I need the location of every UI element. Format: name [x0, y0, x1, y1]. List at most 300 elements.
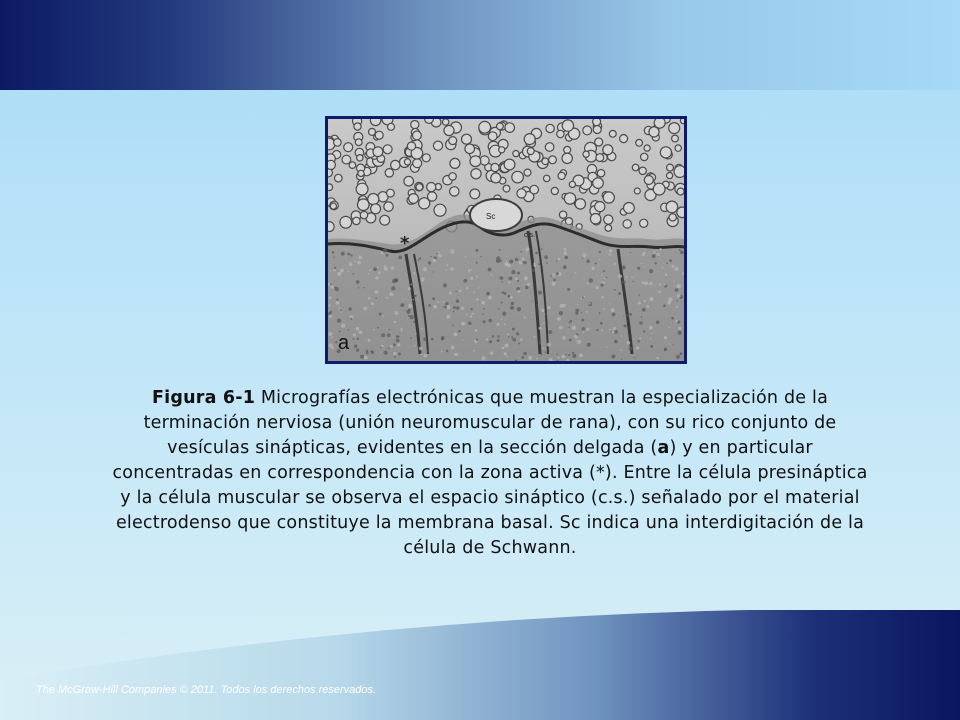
texture-grain: [476, 339, 478, 341]
texture-grain: [337, 272, 341, 276]
texture-grain: [600, 283, 603, 286]
texture-grain: [539, 327, 542, 330]
synaptic-vesicle: [593, 178, 604, 189]
texture-grain: [538, 291, 542, 295]
texture-grain: [420, 353, 422, 355]
texture-grain: [436, 253, 438, 255]
texture-grain: [632, 281, 634, 283]
texture-grain: [652, 254, 656, 258]
texture-grain: [556, 272, 559, 275]
texture-grain: [641, 316, 643, 318]
synaptic-vesicle: [559, 211, 566, 218]
synaptic-vesicle: [340, 216, 352, 228]
texture-grain: [393, 336, 394, 337]
texture-grain: [458, 330, 461, 333]
synaptic-vesicle: [660, 147, 671, 158]
texture-grain: [541, 248, 543, 250]
texture-grain: [488, 296, 492, 300]
texture-grain: [391, 249, 392, 250]
texture-grain: [649, 282, 652, 285]
texture-grain: [330, 311, 332, 313]
texture-grain: [428, 261, 431, 264]
texture-grain: [377, 327, 379, 329]
texture-grain: [433, 259, 437, 263]
texture-grain: [677, 300, 678, 301]
texture-grain: [586, 282, 588, 284]
texture-grain: [676, 306, 678, 308]
texture-grain: [674, 267, 678, 271]
synaptic-vesicle: [371, 204, 381, 214]
texture-grain: [401, 329, 403, 331]
texture-grain: [409, 315, 413, 319]
texture-grain: [517, 280, 519, 282]
texture-grain: [375, 290, 379, 294]
texture-grain: [336, 299, 338, 301]
texture-grain: [353, 338, 355, 340]
texture-grain: [331, 336, 333, 338]
synaptic-vesicle: [328, 222, 334, 232]
synaptic-vesicle: [527, 148, 534, 155]
caption-text-after: ) y en particular concentradas en correspondencia con la zona activa (*). Entre la célula presináptica y la célula muscular se observa el espacio sináptico (c.s.) señalado por el material electrodenso que constituye la membrana basal. Sc indica una interdigitación de la célula de Schwann.: [112, 438, 868, 558]
texture-grain: [643, 330, 645, 332]
texture-grain: [395, 311, 399, 315]
texture-grain: [478, 287, 480, 289]
synaptic-vesicle: [497, 123, 504, 130]
texture-grain: [659, 283, 661, 285]
texture-grain: [668, 327, 670, 329]
synaptic-vesicle: [444, 125, 454, 135]
texture-grain: [398, 256, 402, 260]
texture-grain: [614, 263, 616, 265]
texture-grain: [390, 345, 393, 348]
texture-grain: [538, 263, 540, 265]
figure-caption: [105, 386, 875, 561]
texture-grain: [518, 357, 519, 358]
texture-grain: [641, 263, 643, 265]
texture-grain: [476, 298, 478, 300]
synaptic-vesicle: [470, 156, 481, 167]
synaptic-vesicle: [409, 194, 419, 204]
texture-grain: [348, 329, 350, 331]
texture-grain: [415, 295, 417, 297]
texture-grain: [624, 324, 627, 327]
texture-grain: [609, 329, 611, 331]
texture-grain: [463, 279, 467, 283]
texture-grain: [629, 326, 631, 328]
texture-grain: [341, 252, 345, 256]
texture-grain: [353, 333, 356, 336]
texture-grain: [498, 308, 500, 310]
texture-grain: [348, 307, 351, 310]
texture-grain: [410, 337, 412, 339]
synaptic-vesicle: [413, 159, 422, 168]
synaptic-vesicle: [470, 189, 480, 199]
synaptic-vesicle: [357, 155, 363, 161]
texture-grain: [356, 349, 359, 352]
texture-grain: [481, 356, 485, 360]
synaptic-vesicle: [385, 169, 393, 177]
texture-grain: [589, 303, 591, 305]
synaptic-vesicle: [583, 151, 589, 157]
texture-grain: [562, 336, 566, 340]
texture-grain: [527, 283, 530, 286]
texture-grain: [611, 308, 615, 312]
synaptic-vesicle: [411, 121, 419, 129]
texture-grain: [397, 343, 400, 346]
texture-grain: [381, 345, 384, 348]
texture-grain: [446, 350, 448, 352]
synaptic-vesicle: [569, 181, 575, 187]
texture-grain: [507, 264, 511, 268]
texture-grain: [612, 313, 616, 317]
texture-grain: [586, 328, 589, 331]
texture-grain: [508, 276, 512, 280]
texture-grain: [678, 327, 681, 330]
texture-grain: [629, 347, 633, 351]
texture-grain: [443, 301, 445, 303]
texture-grain: [547, 306, 551, 310]
synaptic-vesicle: [465, 144, 475, 154]
texture-grain: [345, 249, 347, 251]
texture-grain: [461, 307, 464, 310]
texture-grain: [630, 252, 631, 253]
texture-grain: [677, 284, 681, 288]
texture-grain: [341, 323, 345, 327]
texture-grain: [601, 274, 603, 276]
synaptic-vesicle: [422, 154, 430, 162]
texture-grain: [644, 281, 648, 285]
texture-grain: [358, 287, 360, 289]
synaptic-vesicle: [530, 185, 539, 194]
synaptic-vesicle: [354, 123, 361, 130]
synaptic-vesicle: [545, 143, 554, 152]
texture-grain: [679, 249, 681, 251]
texture-grain: [586, 311, 588, 313]
synaptic-vesicle: [491, 163, 499, 171]
texture-grain: [520, 338, 523, 341]
texture-grain: [604, 308, 606, 310]
texture-grain: [480, 256, 482, 258]
texture-grain: [497, 339, 500, 342]
texture-grain: [427, 350, 429, 352]
texture-grain: [504, 352, 507, 355]
synaptic-vesicle: [387, 189, 395, 197]
texture-grain: [541, 309, 544, 312]
texture-grain: [389, 292, 393, 296]
texture-grain: [468, 322, 472, 326]
texture-grain: [664, 284, 666, 286]
texture-grain: [400, 303, 404, 307]
synaptic-vesicle: [391, 160, 400, 169]
texture-grain: [330, 285, 333, 288]
synaptic-vesicle: [449, 137, 457, 145]
texture-grain: [568, 354, 570, 356]
texture-grain: [443, 283, 447, 287]
synaptic-vesicle: [593, 119, 601, 126]
synaptic-vesicle: [358, 199, 370, 211]
texture-grain: [507, 355, 509, 357]
synaptic-vesicle: [425, 119, 434, 123]
texture-grain: [582, 253, 586, 257]
texture-grain: [657, 253, 660, 256]
texture-grain: [644, 266, 645, 267]
texture-grain: [620, 349, 622, 351]
texture-grain: [419, 347, 423, 351]
texture-grain: [510, 306, 514, 310]
texture-grain: [373, 267, 377, 271]
synaptic-vesicle: [609, 130, 616, 137]
synaptic-vesicle: [597, 170, 604, 177]
texture-grain: [524, 276, 528, 280]
texture-grain: [506, 260, 507, 261]
texture-grain: [581, 319, 584, 322]
texture-grain: [558, 258, 561, 261]
texture-grain: [629, 313, 632, 316]
texture-grain: [428, 304, 431, 307]
synaptic-vesicle: [677, 188, 684, 195]
texture-grain: [470, 277, 473, 280]
texture-grain: [358, 256, 362, 260]
texture-grain: [662, 267, 664, 269]
texture-grain: [637, 267, 640, 270]
texture-grain: [570, 320, 573, 323]
texture-grain: [364, 356, 368, 360]
texture-grain: [470, 315, 473, 318]
texture-grain: [433, 271, 434, 272]
texture-grain: [475, 329, 478, 332]
texture-grain: [501, 302, 503, 304]
texture-grain: [598, 281, 599, 282]
synaptic-vesicle: [544, 175, 550, 181]
texture-grain: [424, 354, 428, 358]
texture-grain: [377, 267, 379, 269]
texture-grain: [431, 338, 434, 341]
texture-grain: [673, 285, 674, 286]
texture-grain: [354, 345, 357, 348]
texture-grain: [511, 270, 515, 274]
texture-grain: [489, 340, 492, 343]
texture-grain: [441, 336, 445, 340]
texture-grain: [614, 289, 616, 291]
texture-grain: [394, 356, 396, 358]
texture-grain: [356, 327, 360, 331]
synaptic-vesicle: [479, 121, 491, 133]
texture-grain: [415, 333, 417, 335]
synaptic-vesicle: [349, 162, 356, 169]
texture-grain: [371, 350, 373, 352]
texture-grain: [545, 352, 547, 354]
synaptic-vesicle: [449, 173, 456, 180]
synaptic-vesicle: [632, 164, 639, 171]
synaptic-vesicle: [603, 192, 614, 203]
synaptic-vesicle: [356, 183, 368, 195]
texture-grain: [502, 312, 506, 316]
texture-grain: [433, 305, 435, 307]
texture-grain: [502, 274, 503, 275]
texture-grain: [508, 281, 510, 283]
texture-grain: [375, 297, 377, 299]
texture-grain: [512, 338, 516, 342]
texture-grain: [332, 251, 335, 254]
texture-grain: [488, 268, 492, 272]
texture-grain: [432, 297, 435, 300]
synaptic-vesicle: [370, 119, 380, 126]
synaptic-vesicle: [680, 119, 684, 124]
synaptic-vesicle: [404, 159, 410, 165]
texture-grain: [359, 330, 363, 334]
texture-grain: [673, 344, 674, 345]
texture-grain: [564, 251, 568, 255]
texture-grain: [647, 305, 650, 308]
texture-grain: [606, 347, 607, 348]
texture-grain: [380, 347, 382, 349]
texture-grain: [601, 296, 604, 299]
texture-grain: [453, 306, 456, 309]
synaptic-vesicle: [603, 145, 613, 155]
texture-grain: [599, 259, 601, 261]
synaptic-vesicle: [380, 215, 390, 225]
texture-grain: [329, 315, 332, 318]
texture-grain: [650, 297, 654, 301]
synaptic-vesicle: [564, 193, 575, 204]
texture-grain: [515, 258, 519, 262]
synaptic-vesicle: [505, 123, 515, 133]
synaptic-vesicle: [335, 174, 343, 182]
active-zone-label: *: [400, 233, 410, 254]
texture-grain: [545, 313, 547, 315]
texture-grain: [586, 259, 590, 263]
texture-grain: [601, 330, 603, 332]
texture-grain: [636, 346, 639, 349]
texture-grain: [393, 352, 396, 355]
texture-grain: [582, 331, 584, 333]
texture-grain: [655, 262, 657, 264]
texture-grain: [577, 304, 579, 306]
header-band: [0, 0, 960, 90]
texture-grain: [639, 337, 641, 339]
texture-grain: [408, 315, 410, 317]
texture-grain: [565, 256, 568, 259]
texture-grain: [350, 318, 352, 320]
synaptic-vesicle: [450, 158, 460, 168]
texture-grain: [356, 280, 360, 284]
texture-grain: [650, 338, 651, 339]
texture-grain: [329, 304, 331, 306]
texture-grain: [502, 291, 504, 293]
synaptic-vesicle: [491, 173, 501, 183]
texture-grain: [423, 337, 427, 341]
texture-grain: [384, 351, 388, 355]
synaptic-vesicle: [433, 141, 442, 150]
texture-grain: [413, 272, 415, 274]
texture-grain: [639, 321, 643, 325]
synaptic-cleft-label: c.s.: [524, 232, 535, 239]
texture-grain: [596, 329, 598, 331]
caption-panel-ref: a: [657, 438, 670, 458]
synaptic-vesicle: [503, 185, 510, 192]
texture-grain: [410, 284, 412, 286]
texture-grain: [473, 350, 475, 352]
texture-grain: [406, 310, 410, 314]
synaptic-vesicle: [328, 184, 333, 191]
texture-grain: [539, 342, 541, 344]
texture-grain: [656, 320, 660, 324]
texture-grain: [476, 275, 478, 277]
texture-grain: [618, 292, 621, 295]
texture-grain: [340, 269, 344, 273]
synaptic-vesicle: [360, 211, 367, 218]
texture-grain: [675, 320, 678, 323]
texture-grain: [664, 349, 666, 351]
texture-grain: [610, 254, 611, 255]
synaptic-vesicle: [639, 167, 646, 174]
texture-grain: [520, 251, 522, 253]
texture-grain: [638, 294, 640, 296]
texture-grain: [667, 301, 671, 305]
synaptic-vesicle: [334, 139, 342, 147]
texture-grain: [651, 333, 653, 335]
synaptic-vesicle: [524, 169, 531, 176]
texture-grain: [381, 333, 385, 337]
texture-grain: [393, 343, 396, 346]
texture-grain: [398, 353, 401, 356]
synaptic-vesicle: [644, 145, 650, 151]
panel-label: a: [338, 332, 350, 354]
texture-grain: [453, 311, 454, 312]
synaptic-vesicle: [517, 189, 526, 198]
synaptic-vesicle: [551, 187, 558, 194]
caption-text: Micrografías electrónicas que muestran la especialización de la terminación nerviosa (unión neuromuscular de rana), con su rico conjunto de vesículas sinápticas, evidentes en la sección delgada (: [143, 388, 837, 458]
texture-grain: [627, 341, 631, 345]
texture-grain: [454, 333, 458, 337]
texture-grain: [396, 339, 400, 343]
texture-grain: [582, 327, 586, 331]
texture-grain: [486, 338, 488, 340]
texture-grain: [582, 296, 584, 298]
texture-grain: [517, 290, 520, 293]
texture-grain: [446, 315, 450, 319]
texture-grain: [599, 251, 601, 253]
copyright-footer: The McGraw-Hill Companies © 2011. Todos los derechos reservados.: [36, 684, 377, 696]
synaptic-vesicle: [416, 184, 423, 191]
texture-grain: [462, 339, 463, 340]
texture-grain: [649, 269, 653, 273]
synaptic-vesicle: [604, 215, 613, 224]
texture-grain: [658, 291, 661, 294]
texture-grain: [637, 340, 639, 342]
texture-grain: [579, 354, 583, 358]
synaptic-vesicle: [649, 127, 659, 137]
texture-grain: [353, 273, 355, 275]
texture-grain: [548, 330, 552, 334]
texture-grain: [408, 304, 412, 308]
synaptic-vesicle: [590, 214, 600, 224]
texture-grain: [341, 311, 343, 313]
texture-grain: [444, 306, 447, 309]
texture-grain: [612, 331, 615, 334]
texture-grain: [476, 262, 478, 264]
micrograph-image: [328, 119, 684, 361]
texture-grain: [680, 251, 684, 255]
texture-grain: [490, 351, 493, 354]
texture-grain: [445, 270, 447, 272]
synaptic-vesicle: [672, 135, 679, 142]
synaptic-vesicle: [675, 145, 681, 151]
texture-grain: [465, 256, 467, 258]
texture-grain: [380, 352, 381, 353]
micrograph-figure: [325, 116, 687, 364]
texture-grain: [330, 270, 331, 271]
